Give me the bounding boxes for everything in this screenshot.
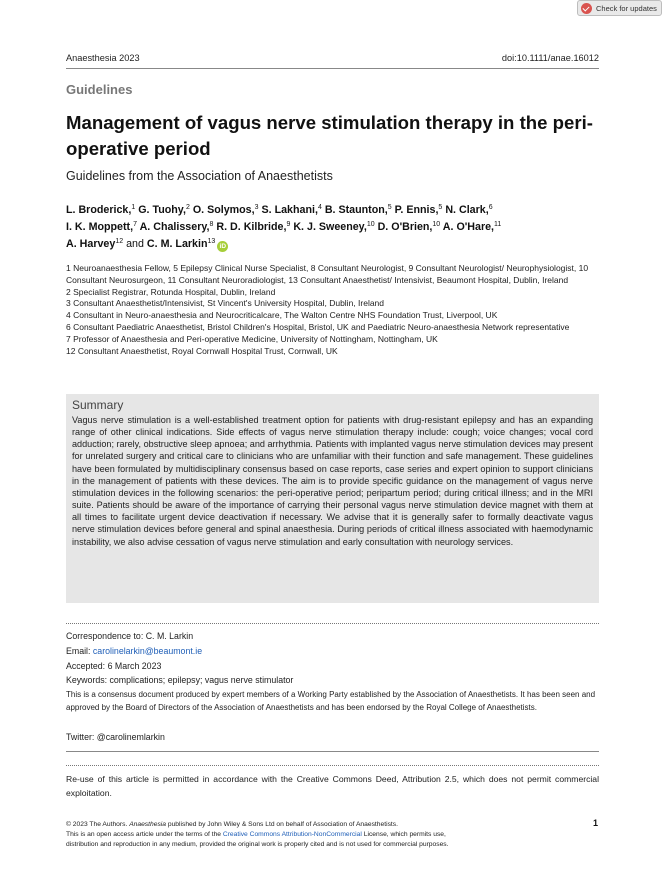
author: A. Harvey: [66, 238, 116, 250]
article-title: Management of vagus nerve stimulation therapy in the peri-operative period: [66, 112, 593, 159]
email-link[interactable]: carolinelarkin@beaumont.ie: [92, 646, 203, 656]
author: B. Staunton,: [324, 204, 388, 216]
affiliation: 7 Professor of Anaesthesia and Peri-operative Medicine, University of Nottingham, Nottingham, UK: [66, 333, 438, 344]
author: P. Ennis,: [394, 204, 439, 216]
author-sup: 8: [209, 221, 214, 228]
author: C. M. Larkin: [146, 238, 208, 250]
section-label: Guidelines: [66, 82, 133, 97]
affiliation: 12 Consultant Anaesthetist, Royal Cornwall Hospital Trust, Cornwall, UK: [66, 345, 338, 356]
author-sup: 3: [254, 204, 259, 211]
header-rule: [66, 68, 599, 69]
check-for-updates-label: Check for updates: [596, 3, 657, 13]
author-sup: 7: [133, 221, 137, 228]
author: A. O'Hare,: [442, 221, 495, 233]
author: L. Broderick,: [66, 204, 132, 216]
twitter-handle: Twitter: @carolinemlarkin: [66, 732, 165, 742]
author: D. O'Brien,: [377, 221, 433, 233]
author: R. D. Kilbride,: [216, 221, 287, 233]
affiliations: [66, 263, 599, 357]
orcid-icon[interactable]: iD: [217, 241, 228, 252]
license-line3: distribution and reproduction in any medium, provided the original work is properly cited and is not used for commercial purposes.: [66, 841, 449, 848]
author-sup: 5: [387, 204, 392, 211]
author-sup: 12: [115, 238, 124, 245]
author-sup: 11: [494, 221, 502, 228]
author: K. J. Sweeney,: [293, 221, 367, 233]
author: A. Chalissery,: [139, 221, 210, 233]
author: S. Lakhani,: [261, 204, 318, 216]
reuse-statement: Re-use of this article is permitted in accordance with the Creative Commons Deed, Attribution 2.5, which does not permit commercial exploitation.: [66, 774, 599, 798]
license-link[interactable]: Creative Commons Attribution-NonCommercial: [222, 831, 362, 838]
author: N. Clark,: [445, 204, 489, 216]
authors-and: and: [126, 238, 144, 250]
affiliation: 4 Consultant in Neuro-anaesthesia and Neurocriticalcare, The Walton Centre NHS Foundation Trust, Liverpool, UK: [66, 310, 498, 321]
author: I. K. Moppett,: [66, 221, 134, 233]
journal-header: Anaesthesia 2023: [66, 53, 140, 63]
footer-license: [66, 820, 566, 850]
affiliation: 1 Neuroanaesthesia Fellow, 5 Epilepsy Clinical Nurse Specialist, 8 Consultant Neurologist, 9 Consultant Neurologist/ Neurophysiologist, 10 Consultant Neurosurgeon, 11 Consultant Neuroradiologist, 13 Consultant Anaesthetist/ Intensivist, Beaumont Hospital, Dublin, Ireland: [66, 263, 589, 285]
page-number: 1: [593, 818, 599, 828]
affiliation: 2 Specialist Registrar, Rotunda Hospital, Dublin, Ireland: [66, 286, 276, 297]
author-sup: 10: [432, 221, 441, 228]
author-list: [66, 202, 606, 253]
copyright-pre: © 2023 The Authors.: [66, 821, 130, 828]
author: O. Solymos,: [192, 204, 255, 216]
check-for-updates-button[interactable]: [577, 0, 662, 16]
affiliation: 6 Consultant Paediatric Anaesthetist, Bristol Children's Hospital, Bristol, UK and Paediatric Neuro-anaesthesia Network representative: [66, 321, 570, 332]
dotted-divider: [66, 623, 599, 624]
article-subtitle: Guidelines from the Association of Anaesthetists: [66, 169, 333, 183]
copyright-journal: Anaesthesia: [129, 821, 166, 828]
dotted-divider-2: [66, 765, 599, 766]
affiliation: 3 Consultant Anaesthetist/Intensivist, St Vincent's University Hospital, Dublin, Ireland: [66, 298, 385, 309]
license-pre: This is an open access article under the terms of the: [66, 831, 223, 838]
keywords: Keywords: complications; epilepsy; vagus nerve stimulator: [66, 675, 294, 685]
author-sup: 10: [366, 221, 375, 228]
doi-header: doi:10.1111/anae.16012: [501, 53, 599, 63]
consensus-note: This is a consensus document produced by expert members of a Working Party established by the Association of Anaesthetists. It has been seen and approved by the Board of Directors of the Association of Anaesthetists and has been endorsed by the Royal College of Anaesthetists.: [66, 690, 596, 712]
solid-divider: [66, 751, 599, 752]
license-post: License, which permits use,: [361, 831, 446, 838]
author-sup: 13: [207, 238, 216, 245]
summary-heading: Summary: [72, 398, 124, 412]
author-sup: 2: [185, 204, 190, 211]
author-sup: 5: [438, 204, 443, 211]
author-sup: 6: [488, 204, 493, 211]
check-icon: [581, 3, 592, 14]
email-label: Email:: [66, 646, 91, 656]
author: G. Tuohy,: [138, 204, 186, 216]
author-sup: 9: [286, 221, 291, 228]
email-line: [66, 646, 599, 656]
correspondence-line: Correspondence to: C. M. Larkin: [66, 631, 194, 641]
copyright-post: published by John Wiley & Sons Ltd on behalf of Association of Anaesthetists.: [166, 821, 398, 828]
summary-text: Vagus nerve stimulation is a well-established treatment option for patients with drug-resistant epilepsy and has an expanding range of other clinical indications. Side effects of vagus nerve stimulation therapy include: cough; voice changes; vocal cord adduction; rarely, obstructive sleep apnoea; and arrhythmia. Patients with implanted vagus nerve stimulation devices may present for unrelated surgery and critical care to clinicians who are unfamiliar with their function and safe management. These guidelines have been formulated by multidisciplinary consensus based on case reports, case series and expert opinion to support clinicians in the management of patients with these devices. The aim is to provide specific guidance on the management of vagus nerve stimulation devices in the following scenarios: the peri-operative period; peripartum period; during critical illness; and in the MRI suite. Patients should be aware of the importance of carrying their personal vagus nerve stimulation device magnet with them at all times to facilitate urgent device deactivation if necessary. We advise that it is generally safer to formally deactivate vagus nerve stimulation devices before general and spinal anaesthesia. During periods of critical illness associated with haemodynamic instability, we also advise cessation of vagus nerve stimulation and early consultation with neurology services.: [72, 415, 593, 547]
accepted-date: Accepted: 6 March 2023: [66, 661, 162, 671]
author-sup: 1: [131, 204, 136, 211]
author-sup: 4: [317, 204, 322, 211]
summary-box: [66, 394, 599, 603]
